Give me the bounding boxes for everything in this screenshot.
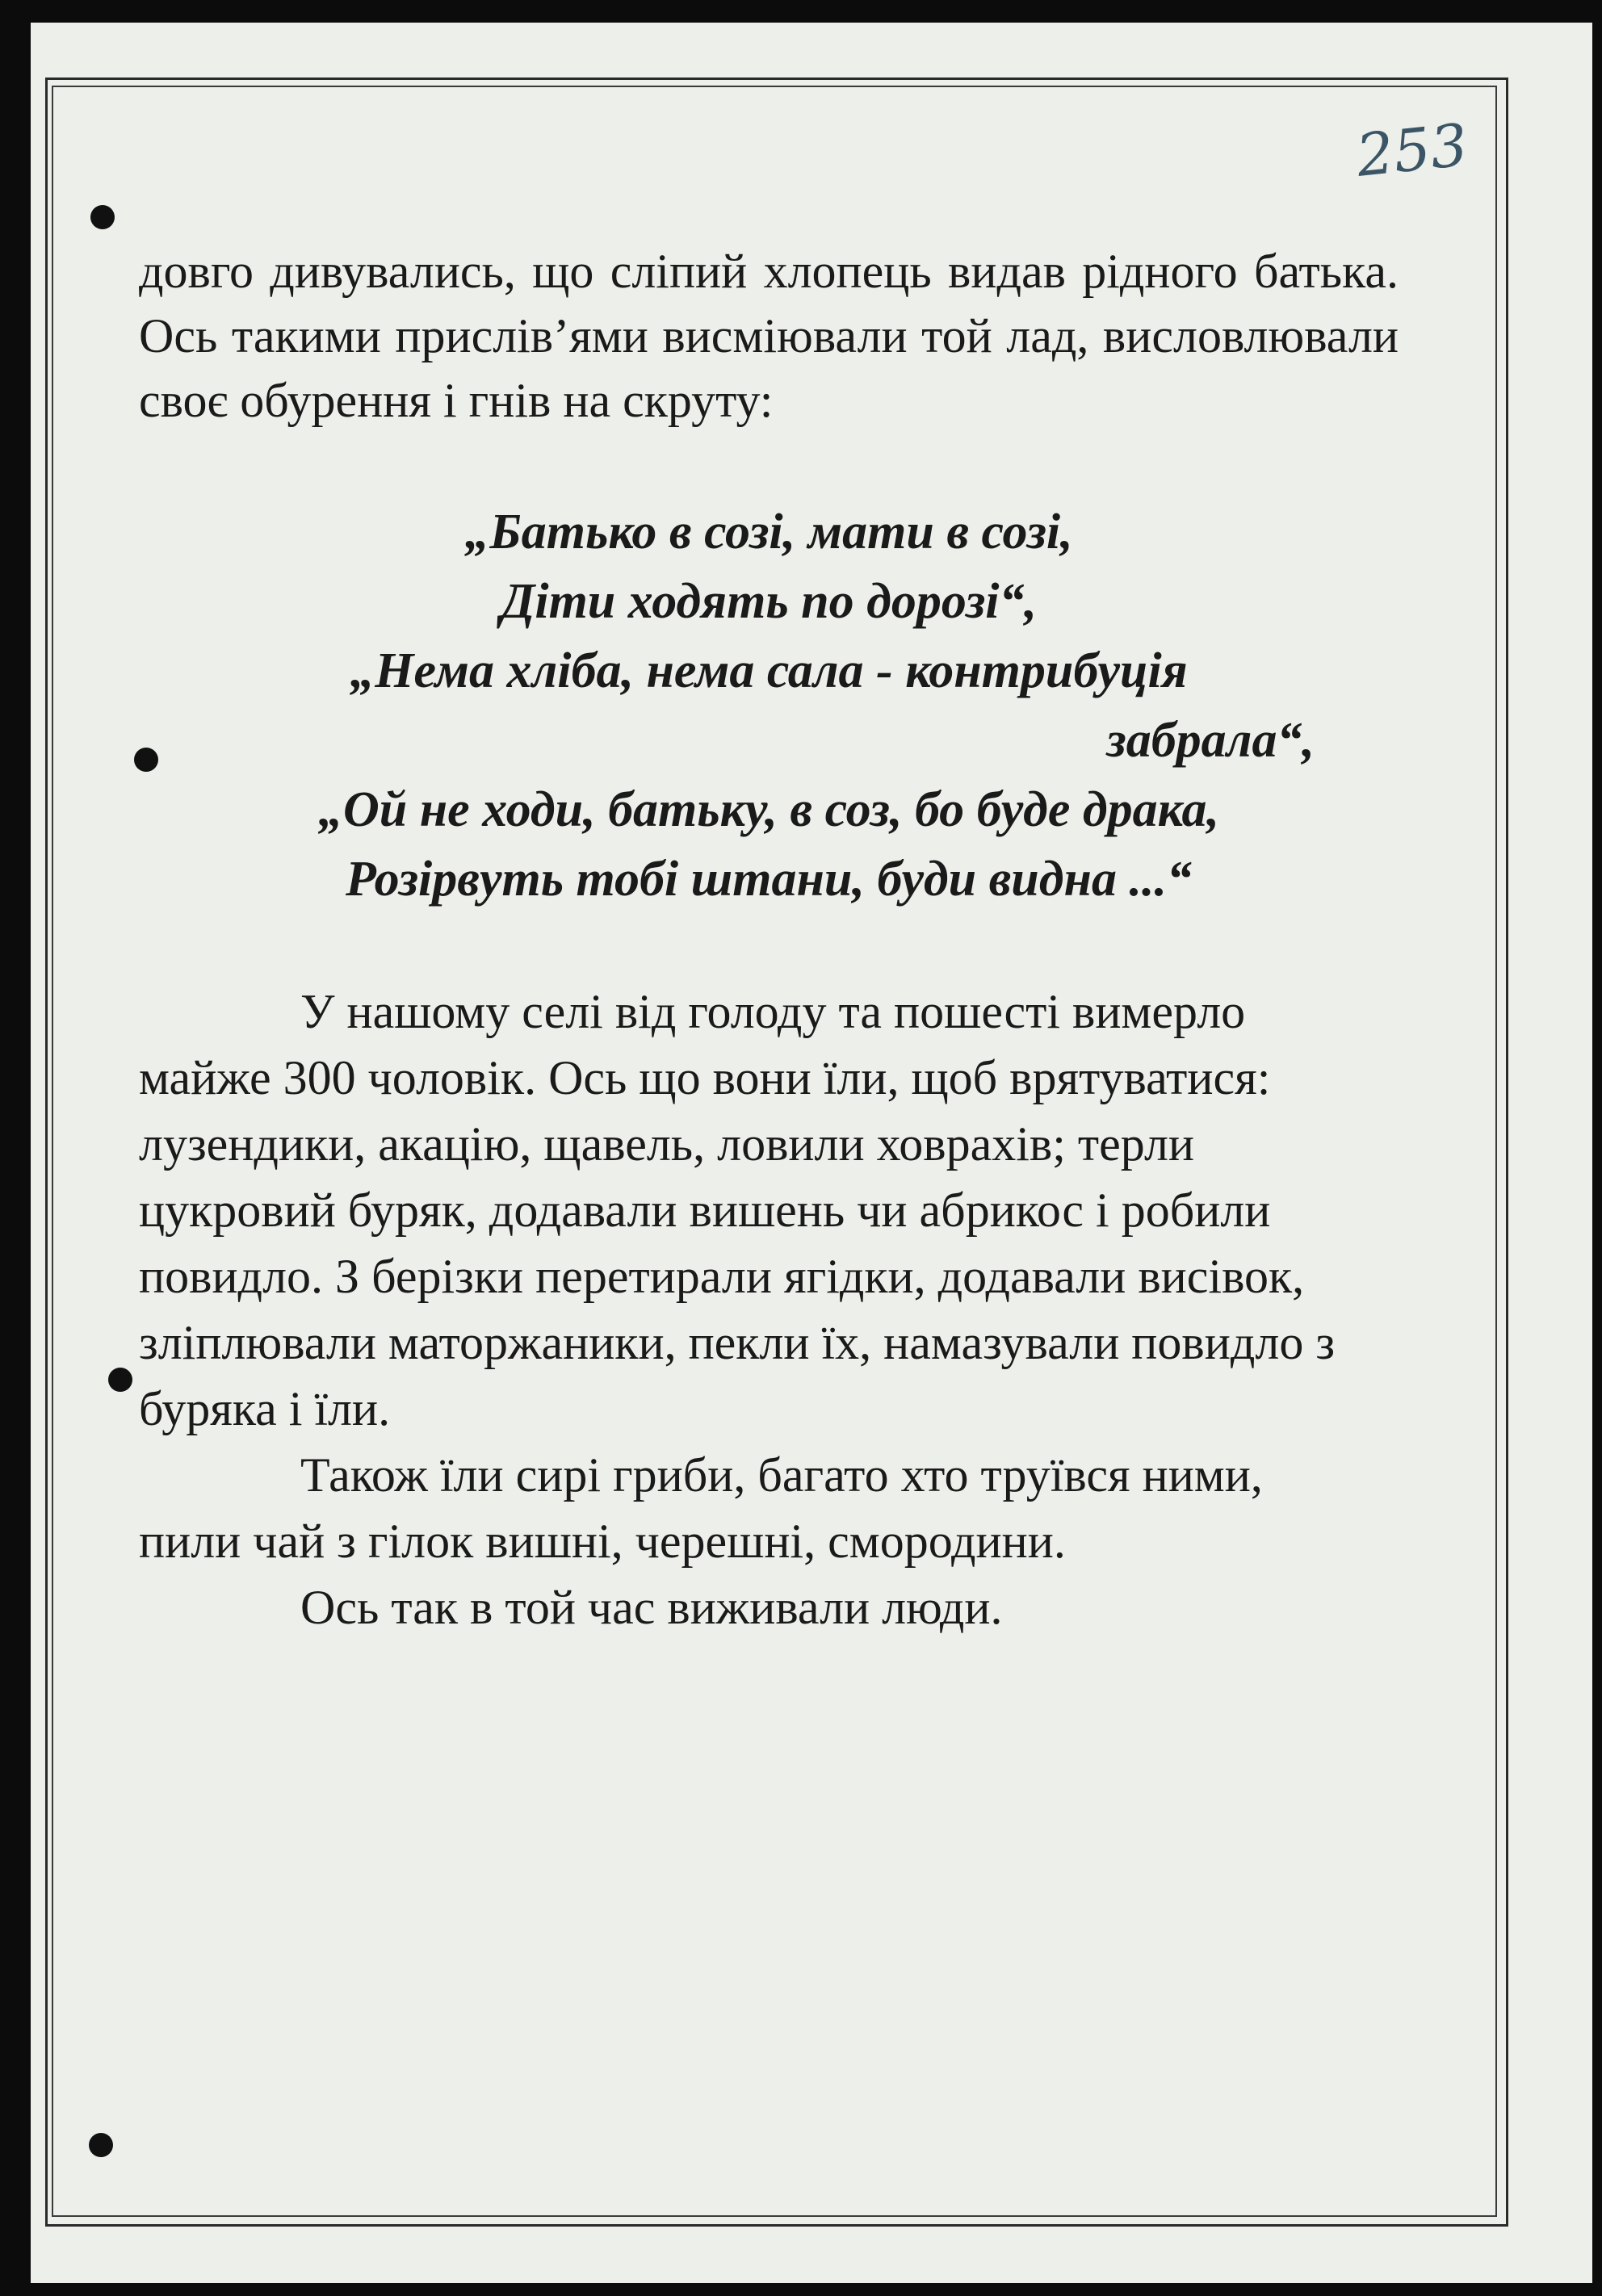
punch-hole-bottom <box>89 2133 113 2157</box>
punch-hole-lower-middle <box>108 1368 132 1392</box>
verse-line: „Нема хліба, нема сала - контрибуція <box>350 643 1188 698</box>
verse-line: „Ой не ходи, батьку, в соз, бо буде драка, <box>318 782 1219 837</box>
verse-line: забрала“, <box>1106 713 1315 768</box>
document-body <box>139 239 1399 1640</box>
body-paragraph: Також їли сирі гриби, багато хто труївся ними, пили чай з гілок вишні, черешні, смородини. <box>139 1448 1263 1568</box>
verse-block <box>139 497 1399 914</box>
verse-line: „Батько в созі, мати в созі, <box>464 505 1073 559</box>
handwritten-page-number: 253 <box>1352 111 1471 190</box>
verse-line: Розірвуть тобі штани, буди видна ...“ <box>346 852 1192 907</box>
body-paragraph: У нашому селі від голоду та пошесті вимерло майже 300 чоловік. Ось що вони їли, щоб врятуватися: лузендики, акацію, щавель, ловили ховрахів; терли цукровий буряк, додавали вишень чи абрикос і робили повидло. З берізки перетирали ягідки, додавали висівок, зліплювали маторжаники, пекли їх, намазували повидло з буряка і їли. <box>139 985 1336 1435</box>
verse-line: Діти ходять по дорозі“, <box>500 574 1038 629</box>
intro-paragraph: довго дивувались, що сліпий хлопець видав рідного батька. Ось такими прислів’ями висміювали той лад, висловлювали своє обурення і гнів на скруту: <box>139 245 1399 427</box>
closing-paragraph: Ось так в той час виживали люди. <box>300 1581 1003 1634</box>
punch-hole-top <box>90 205 115 229</box>
